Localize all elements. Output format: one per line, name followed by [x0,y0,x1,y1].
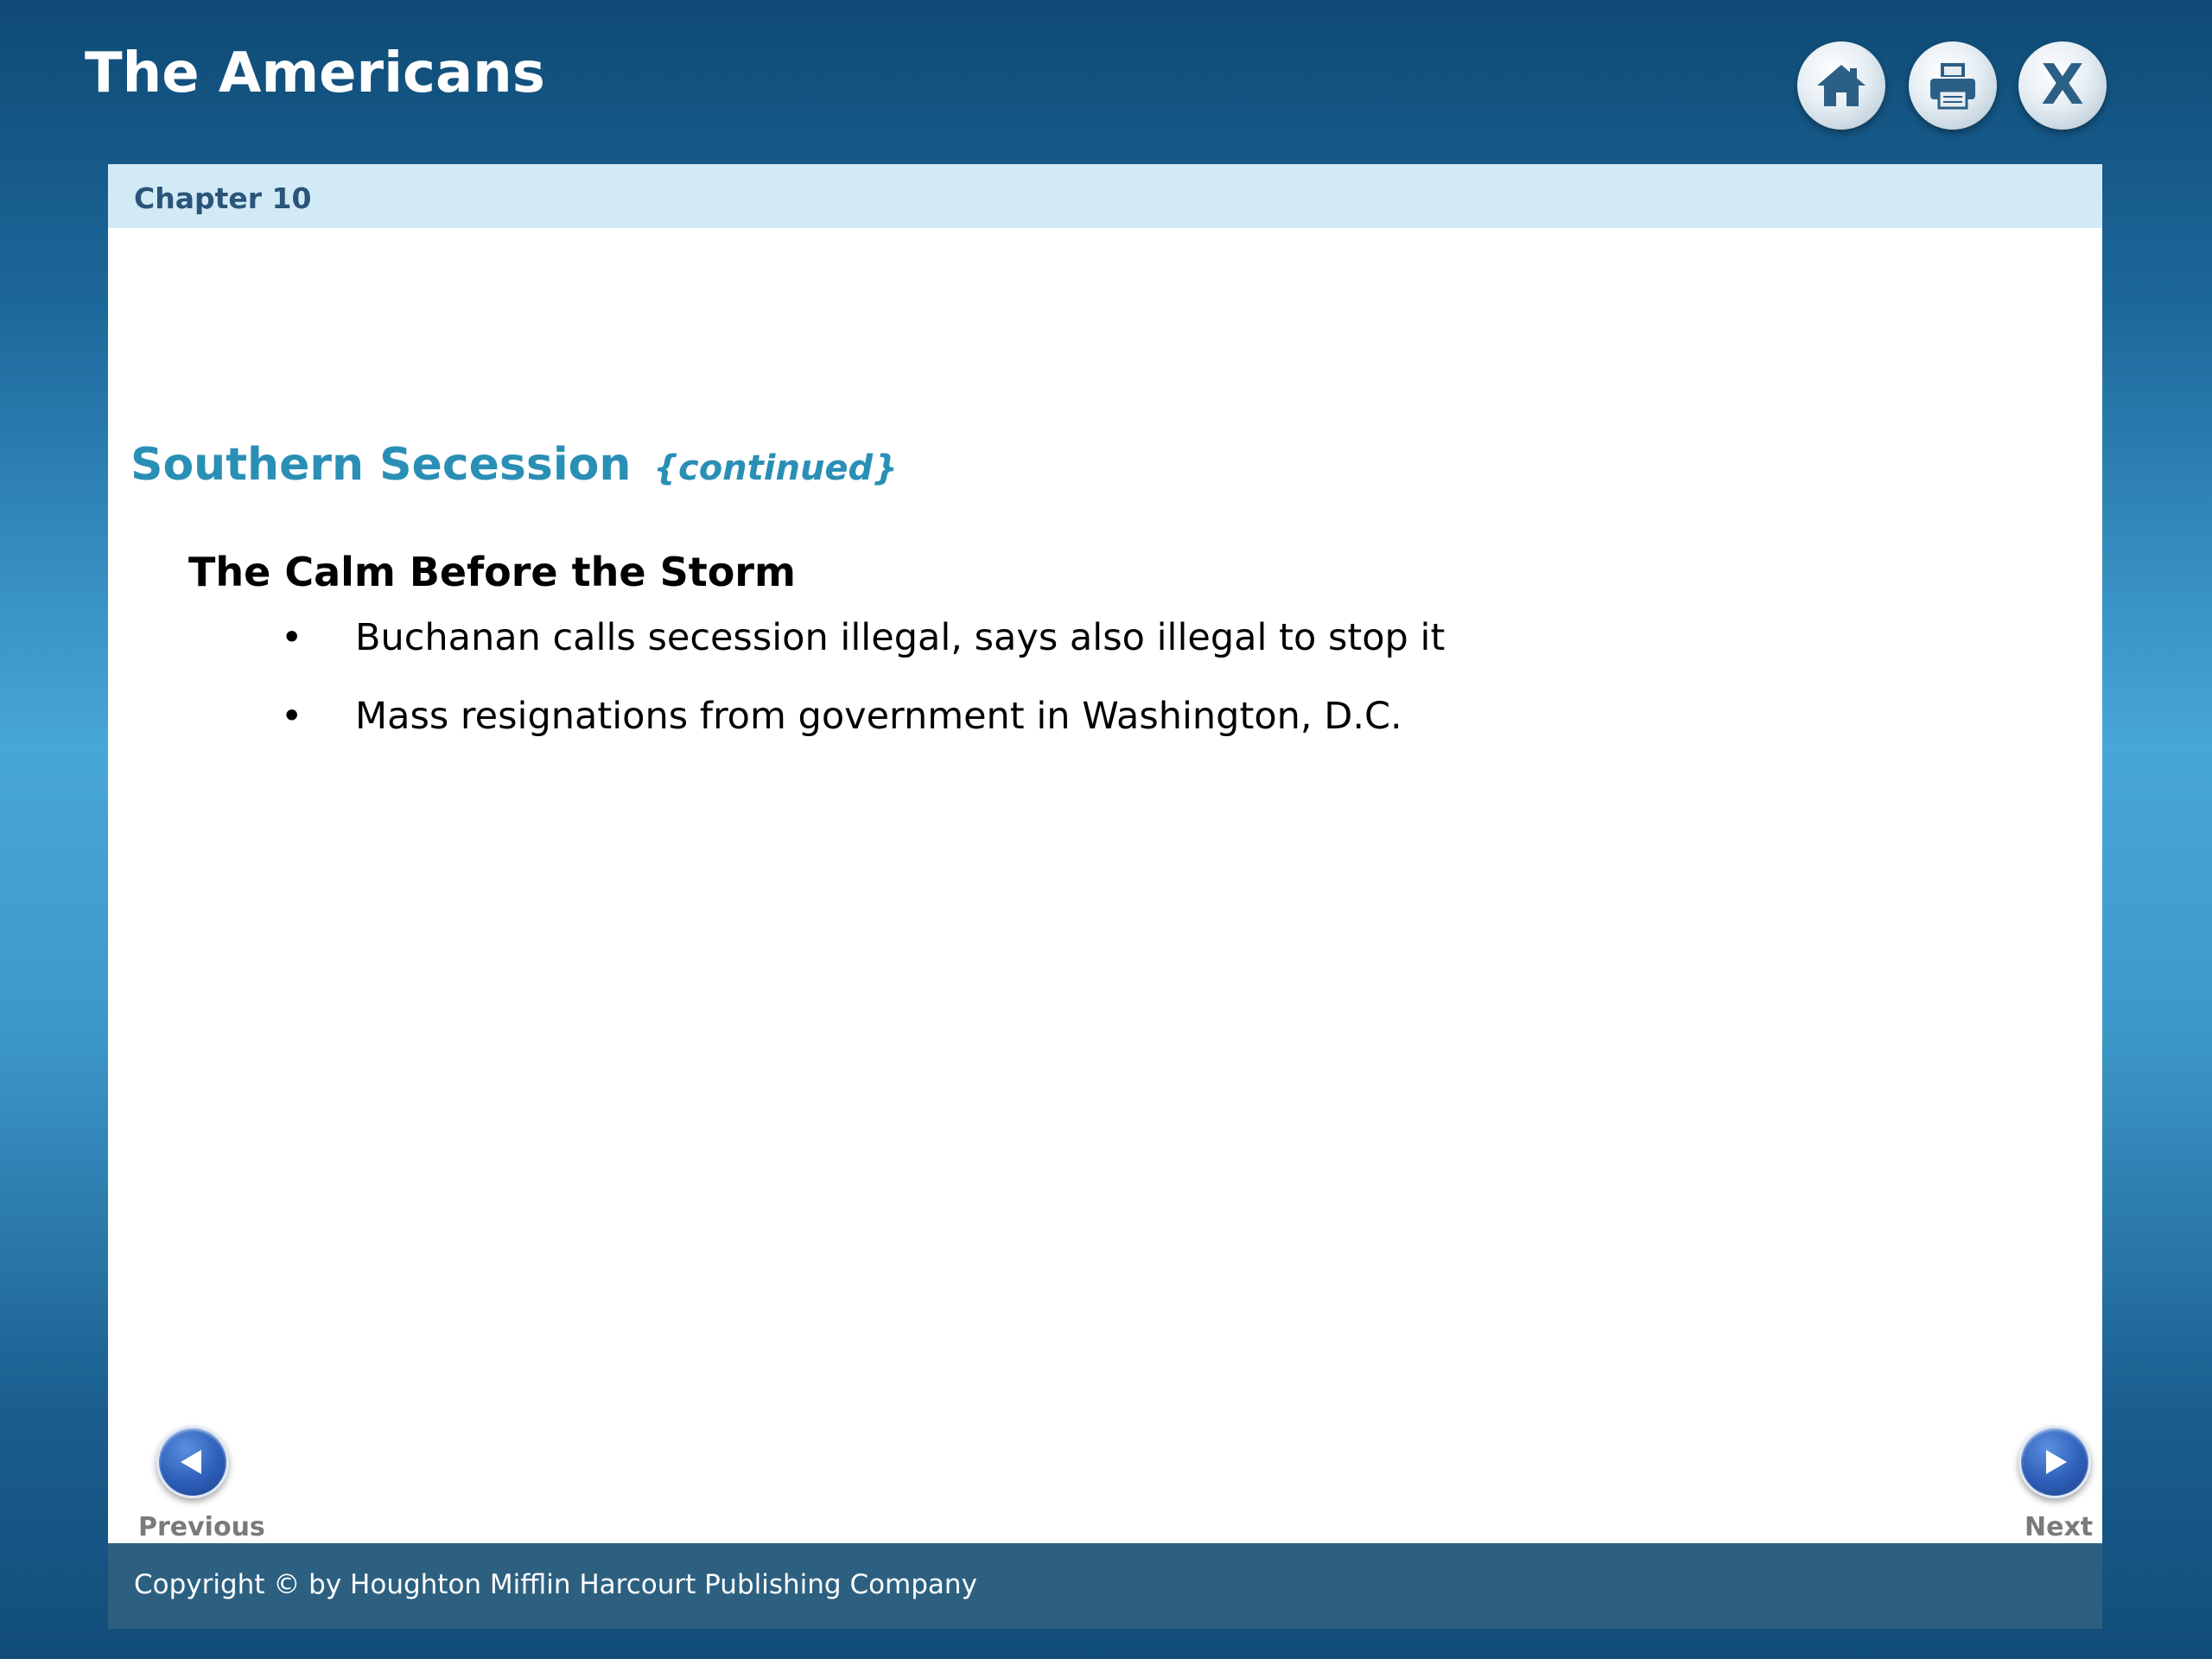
footer-bar [108,1543,2102,1629]
svg-text:X: X [2041,55,2084,116]
close-button[interactable] [2018,41,2107,130]
bullet-item [281,612,1445,664]
previous-button[interactable] [132,1426,265,1555]
home-icon [1814,58,1869,113]
chapter-label: Chapter 10 [134,181,312,215]
chapter-bar [108,164,2102,228]
bullet-item [281,690,1445,742]
toolbar [1797,41,2110,131]
slide-panel [108,164,2102,1629]
previous-label[interactable]: Previous [138,1512,265,1542]
bullet-list [281,612,1445,769]
bullet-marker: • [281,695,303,738]
next-button[interactable] [1987,1426,2108,1555]
next-label[interactable]: Next [2024,1512,2094,1542]
section-title [130,439,898,491]
home-button[interactable] [1797,41,1885,130]
section-title-text: Southern Secession [130,439,632,491]
printer-icon [1925,58,1980,113]
arrow-right-icon [2021,1428,2088,1496]
subheading: The Calm Before the Storm [188,549,796,595]
bullet-marker: • [281,616,303,659]
close-icon [2032,55,2093,116]
bullet-text: Buchanan calls secession illegal, says also illegal to stop it [355,616,1446,659]
section-title-suffix: {continued} [653,448,898,488]
previous-circle[interactable] [156,1426,229,1498]
print-button[interactable] [1909,41,1997,130]
next-circle[interactable] [2018,1426,2091,1498]
app-title: The Americans [85,41,545,105]
copyright-text: Copyright © by Houghton Mifflin Harcourt Publishing Company [134,1569,977,1600]
bullet-text: Mass resignations from government in Washington, D.C. [355,695,1402,738]
arrow-left-icon [159,1428,226,1496]
